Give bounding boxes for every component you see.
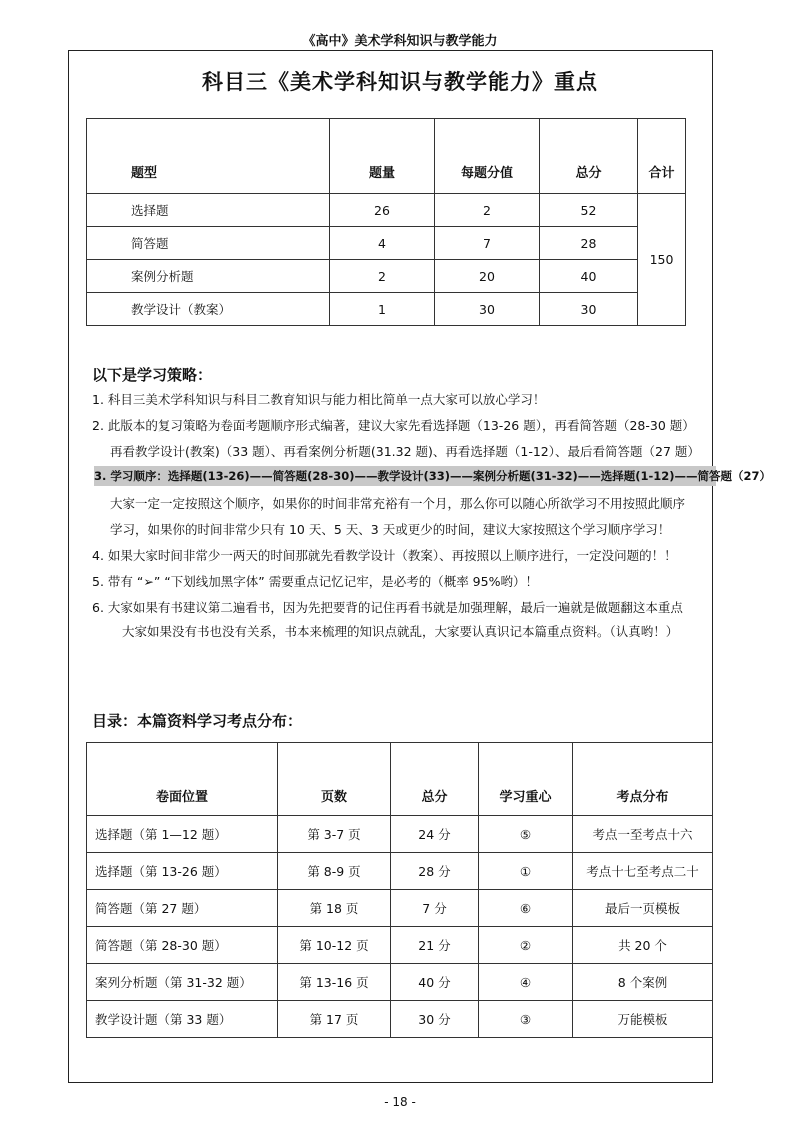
header-cell: 每题分值 bbox=[435, 119, 540, 194]
table-cell: 1 bbox=[330, 293, 435, 326]
table-cell: 26 bbox=[330, 194, 435, 227]
table-row bbox=[87, 1001, 713, 1038]
table-cell: 共 20 个 bbox=[573, 927, 713, 964]
page-number: - 18 - bbox=[384, 1095, 416, 1109]
table-cell: 40 bbox=[540, 260, 638, 293]
header-cell: 总分 bbox=[391, 743, 479, 816]
table-cell: 选择题 bbox=[87, 194, 330, 227]
contents-table bbox=[86, 742, 713, 1038]
list-item-highlighted: 3. 学习顺序：选择题(13-26)——简答题(28-30)——教学设计(33)——案例分析题(31-32)——选择题(1-12)——简答题（27） bbox=[94, 466, 716, 486]
table-row bbox=[87, 194, 686, 227]
table-row bbox=[87, 964, 713, 1001]
list-item: 5. 带有 “➢” “下划线加黑字体” 需要重点记忆记牢，是必考的（概率 95%哟）！ bbox=[92, 574, 538, 589]
score-table-header-row bbox=[87, 119, 686, 194]
table-cell: ⑥ bbox=[479, 890, 573, 927]
table-row bbox=[87, 260, 686, 293]
table-row bbox=[87, 927, 713, 964]
page-title: 科目三《美术学科知识与教学能力》重点 bbox=[202, 70, 598, 94]
list-item: 2. 此版本的复习策略为卷面考题顺序形式编著，建议大家先看选择题（13-26 题），再看简答题（28-30 题） bbox=[92, 418, 695, 433]
table-cell: 30 bbox=[435, 293, 540, 326]
table-cell: 选择题（第 13-26 题） bbox=[87, 853, 278, 890]
table-row bbox=[87, 227, 686, 260]
table-cell: 7 bbox=[435, 227, 540, 260]
header-cell: 学习重心 bbox=[479, 743, 573, 816]
table-cell: 教学设计题（第 33 题） bbox=[87, 1001, 278, 1038]
table-cell: 第 3-7 页 bbox=[278, 816, 391, 853]
list-item: 1. 科目三美术学科知识与科目二教育知识与能力相比简单一点大家可以放心学习！ bbox=[92, 392, 546, 407]
table-cell: 简答题 bbox=[87, 227, 330, 260]
header-cell: 题型 bbox=[87, 119, 330, 194]
table-row bbox=[87, 293, 686, 326]
running-header: 《高中》美术学科知识与教学能力 bbox=[302, 34, 498, 49]
table-cell: 20 bbox=[435, 260, 540, 293]
table-cell: 第 10-12 页 bbox=[278, 927, 391, 964]
list-item: 大家如果没有书也没有关系，书本来梳理的知识点就乱，大家要认真识记本篇重点资料。（认真哟！） bbox=[122, 624, 679, 639]
list-item: 6. 大家如果有书建议第二遍看书，因为先把要背的记住再看书就是加强理解，最后一遍就是做题翻这本重点 bbox=[92, 600, 683, 615]
header-cell: 总分 bbox=[540, 119, 638, 194]
table-cell: 30 bbox=[540, 293, 638, 326]
list-item: 再看教学设计(教案)（33 题）、再看案例分析题(31.32 题)、再看选择题（1-12）、最后看简答题（27 题） bbox=[110, 444, 700, 459]
table-cell: 选择题（第 1—12 题） bbox=[87, 816, 278, 853]
total-cell: 150 bbox=[638, 194, 686, 326]
header-cell: 页数 bbox=[278, 743, 391, 816]
table-cell: 2 bbox=[435, 194, 540, 227]
list-item: 学习，如果你的时间非常少只有 10 天、5 天、3 天或更少的时间，建议大家按照这个学习顺序学习！ bbox=[110, 522, 671, 537]
list-item: 4. 如果大家时间非常少一两天的时间那就先看教学设计（教案）、再按照以上顺序进行，一定没问题的！！ bbox=[92, 548, 677, 563]
table-cell: 第 17 页 bbox=[278, 1001, 391, 1038]
table-cell: ② bbox=[479, 927, 573, 964]
table-row bbox=[87, 890, 713, 927]
score-table bbox=[86, 118, 686, 326]
table-row bbox=[87, 816, 713, 853]
table-cell: 教学设计（教案） bbox=[87, 293, 330, 326]
table-cell: 7 分 bbox=[391, 890, 479, 927]
table-cell: 21 分 bbox=[391, 927, 479, 964]
table-cell: ③ bbox=[479, 1001, 573, 1038]
table-cell: 24 分 bbox=[391, 816, 479, 853]
table-cell: 简答题（第 28-30 题） bbox=[87, 927, 278, 964]
table-cell: 52 bbox=[540, 194, 638, 227]
header-cell: 卷面位置 bbox=[87, 743, 278, 816]
table-cell: 考点一至考点十六 bbox=[573, 816, 713, 853]
table-cell: 最后一页模板 bbox=[573, 890, 713, 927]
table-cell: 28 bbox=[540, 227, 638, 260]
table-cell: 案例分析题 bbox=[87, 260, 330, 293]
table-cell: ⑤ bbox=[479, 816, 573, 853]
table-cell: 案列分析题（第 31-32 题） bbox=[87, 964, 278, 1001]
contents-table-header-row bbox=[87, 743, 713, 816]
table-cell: 简答题（第 27 题） bbox=[87, 890, 278, 927]
header-cell: 考点分布 bbox=[573, 743, 713, 816]
table-cell: 8 个案例 bbox=[573, 964, 713, 1001]
table-cell: 考点十七至考点二十 bbox=[573, 853, 713, 890]
header-cell: 合计 bbox=[638, 119, 686, 194]
table-cell: 40 分 bbox=[391, 964, 479, 1001]
list-item: 大家一定一定按照这个顺序，如果你的时间非常充裕有一个月，那么你可以随心所欲学习不用按照此顺序 bbox=[110, 496, 686, 511]
table-cell: 第 13-16 页 bbox=[278, 964, 391, 1001]
table-cell: ① bbox=[479, 853, 573, 890]
header-cell: 题量 bbox=[330, 119, 435, 194]
table-cell: 第 8-9 页 bbox=[278, 853, 391, 890]
table-cell: 第 18 页 bbox=[278, 890, 391, 927]
contents-heading: 目录：本篇资料学习考点分布： bbox=[92, 712, 303, 730]
table-cell: ④ bbox=[479, 964, 573, 1001]
table-cell: 万能模板 bbox=[573, 1001, 713, 1038]
table-cell: 4 bbox=[330, 227, 435, 260]
table-row bbox=[87, 853, 713, 890]
table-cell: 30 分 bbox=[391, 1001, 479, 1038]
table-cell: 28 分 bbox=[391, 853, 479, 890]
strategy-heading: 以下是学习策略： bbox=[92, 366, 213, 384]
table-cell: 2 bbox=[330, 260, 435, 293]
